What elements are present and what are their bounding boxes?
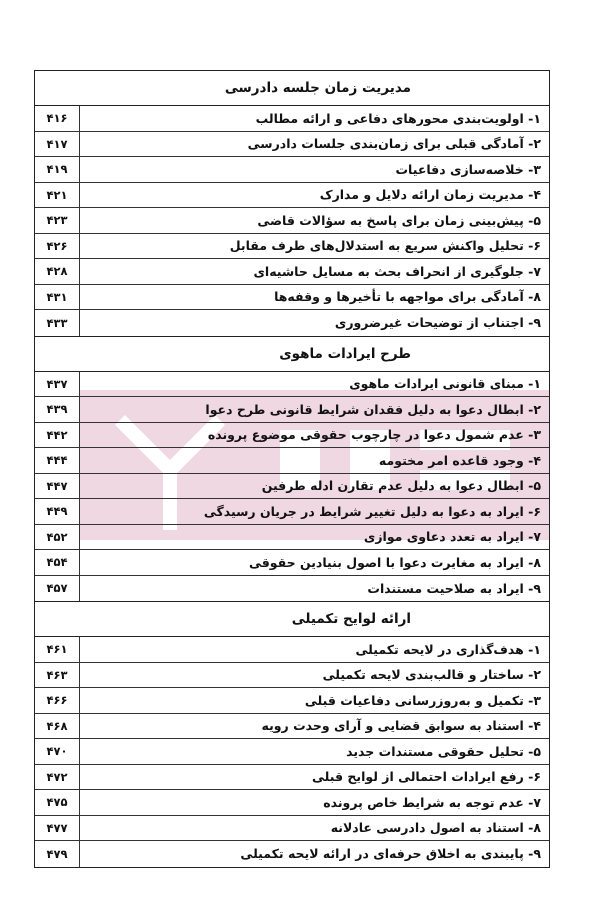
toc-row: [35, 234, 549, 260]
toc-entry-page: ۴۳۳: [35, 310, 80, 336]
section-title: ارائه لوایح تکمیلی: [35, 602, 549, 637]
toc-row: [35, 448, 549, 474]
toc-entry-title: ۲- ساختار و قالب‌بندی لایحه تکمیلی: [322, 667, 541, 683]
toc-entry-page: ۴۲۸: [35, 259, 80, 284]
toc-row: [35, 576, 549, 602]
toc-entry-title: ۷- ایراد به تعدد دعاوی موازی: [363, 529, 541, 545]
toc-entry-page: ۴۳۷: [35, 372, 80, 397]
toc-entry-title: ۲- ابطال دعوا به دلیل فقدان شرایط قانونی طرح دعوا: [205, 401, 541, 417]
toc-entry-page: ۴۲۳: [35, 208, 80, 233]
toc-entry-title: ۵- ابطال دعوا به دلیل عدم تقارن ادله طرفین: [261, 478, 541, 494]
toc-row: [35, 499, 549, 525]
toc-entry-page: ۴۶۸: [35, 714, 80, 739]
toc-row: [35, 688, 549, 714]
toc-entry-page: ۴۷۰: [35, 739, 80, 764]
toc-row: [35, 310, 549, 336]
toc-section: [35, 337, 549, 603]
toc-entry-title: ۷- عدم توجه به شرایط خاص پرونده: [323, 794, 541, 810]
toc-entry-title: ۵- تحلیل حقوقی مستندات جدید: [346, 743, 541, 759]
toc-entry-page: ۴۴۴: [35, 448, 80, 473]
toc-row: [35, 157, 549, 183]
toc-row: [35, 790, 549, 816]
toc-section: [35, 71, 549, 337]
toc-entry-title: ۳- تکمیل و به‌روزرسانی دفاعیات قبلی: [304, 692, 541, 708]
toc-entry-page: ۴۳۹: [35, 397, 80, 422]
toc-entry-page: ۴۱۹: [35, 157, 80, 182]
toc-entry-title: ۸- استناد به اصول دادرسی عادلانه: [330, 820, 541, 836]
toc-entry-page: ۴۶۳: [35, 663, 80, 688]
toc-entry-page: ۴۴۲: [35, 423, 80, 448]
toc-row: [35, 183, 549, 209]
toc-entry-page: ۴۵۴: [35, 550, 80, 575]
toc-entry-page: ۴۷۵: [35, 790, 80, 815]
toc-row: [35, 397, 549, 423]
toc-entry-title: ۱- هدف‌گذاری در لایحه تکمیلی: [355, 641, 541, 657]
toc-entry-title: ۸- ایراد به مغایرت دعوا با اصول بنیادین حقوقی: [248, 554, 541, 570]
toc-row: [35, 663, 549, 689]
toc-row: [35, 550, 549, 576]
toc-row: [35, 259, 549, 285]
toc-row: [35, 372, 549, 398]
toc-row: [35, 208, 549, 234]
toc-entry-title: ۸- آمادگی برای مواجهه با تأخیرها و وقفه‌ها: [274, 289, 541, 305]
toc-row: [35, 765, 549, 791]
toc-row: [35, 132, 549, 158]
toc-entry-page: ۴۷۹: [35, 841, 80, 867]
toc-row: [35, 423, 549, 449]
toc-entry-page: ۴۱۶: [35, 106, 80, 131]
toc-entry-page: ۴۱۷: [35, 132, 80, 157]
toc-entry-title: ۹- پایبندی به اخلاق حرفه‌ای در ارائه لایحه تکمیلی: [240, 846, 541, 862]
toc-entry-title: ۵- پیش‌بینی زمان برای پاسخ به سؤالات قاضی: [257, 212, 541, 228]
toc-entry-title: ۴- استناد به سوابق قضایی و آرای وحدت رویه: [261, 718, 541, 734]
toc-entry-title: ۳- عدم شمول دعوا در چارچوب حقوقی موضوع پرونده: [207, 427, 541, 443]
toc-entry-page: ۴۳۱: [35, 285, 80, 310]
toc-entry-page: ۴۷۷: [35, 816, 80, 841]
section-title: مدیریت زمان جلسه دادرسی: [35, 71, 549, 106]
toc-row: [35, 841, 549, 867]
toc-row: [35, 816, 549, 842]
section-title: طرح ایرادات ماهوی: [35, 337, 549, 372]
toc-entry-title: ۱- اولویت‌بندی محورهای دفاعی و ارائه مطالب: [255, 110, 541, 126]
toc-entry-title: ۲- آمادگی قبلی برای زمان‌بندی جلسات دادرسی: [247, 136, 541, 152]
toc-row: [35, 106, 549, 132]
toc-entry-page: ۴۷۲: [35, 765, 80, 790]
toc-entry-page: ۴۵۲: [35, 525, 80, 550]
toc-row: [35, 714, 549, 740]
toc-entry-title: ۷- جلوگیری از انحراف بحث به مسایل حاشیه‌ای: [253, 263, 541, 279]
toc-entry-title: ۴- وجود قاعده امر مختومه: [378, 452, 541, 468]
toc-entry-page: ۴۴۹: [35, 499, 80, 524]
toc-row: [35, 739, 549, 765]
toc-row: [35, 285, 549, 311]
toc-entry-page: ۴۲۱: [35, 183, 80, 208]
toc-entry-title: ۶- ایراد به دعوا به دلیل تغییر شرایط در جریان رسیدگی: [203, 503, 541, 519]
toc-entry-title: ۱- مبنای قانونی ایرادات ماهوی: [349, 376, 541, 392]
toc-entry-title: ۶- تحلیل واکنش سریع به استدلال‌های طرف مقابل: [229, 238, 541, 254]
toc-entry-page: ۴۵۷: [35, 576, 80, 602]
toc-entry-page: ۴۶۱: [35, 637, 80, 662]
toc-entry-page: ۴۴۷: [35, 474, 80, 499]
toc-entry-title: ۴- مدیریت زمان ارائه دلایل و مدارک: [319, 187, 541, 203]
toc-row: [35, 474, 549, 500]
table-of-contents: [34, 70, 550, 868]
toc-entry-title: ۶- رفع ایرادات احتمالی از لوایح قبلی: [311, 769, 541, 785]
toc-row: [35, 525, 549, 551]
toc-entry-title: ۹- اجتناب از توضیحات غیرضروری: [334, 315, 541, 331]
toc-entry-title: ۹- ایراد به صلاحیت مستندات: [367, 580, 541, 596]
toc-entry-title: ۳- خلاصه‌سازی دفاعیات: [395, 161, 541, 177]
toc-section: [35, 602, 549, 867]
toc-entry-page: ۴۶۶: [35, 688, 80, 713]
toc-row: [35, 637, 549, 663]
toc-entry-page: ۴۲۶: [35, 234, 80, 259]
